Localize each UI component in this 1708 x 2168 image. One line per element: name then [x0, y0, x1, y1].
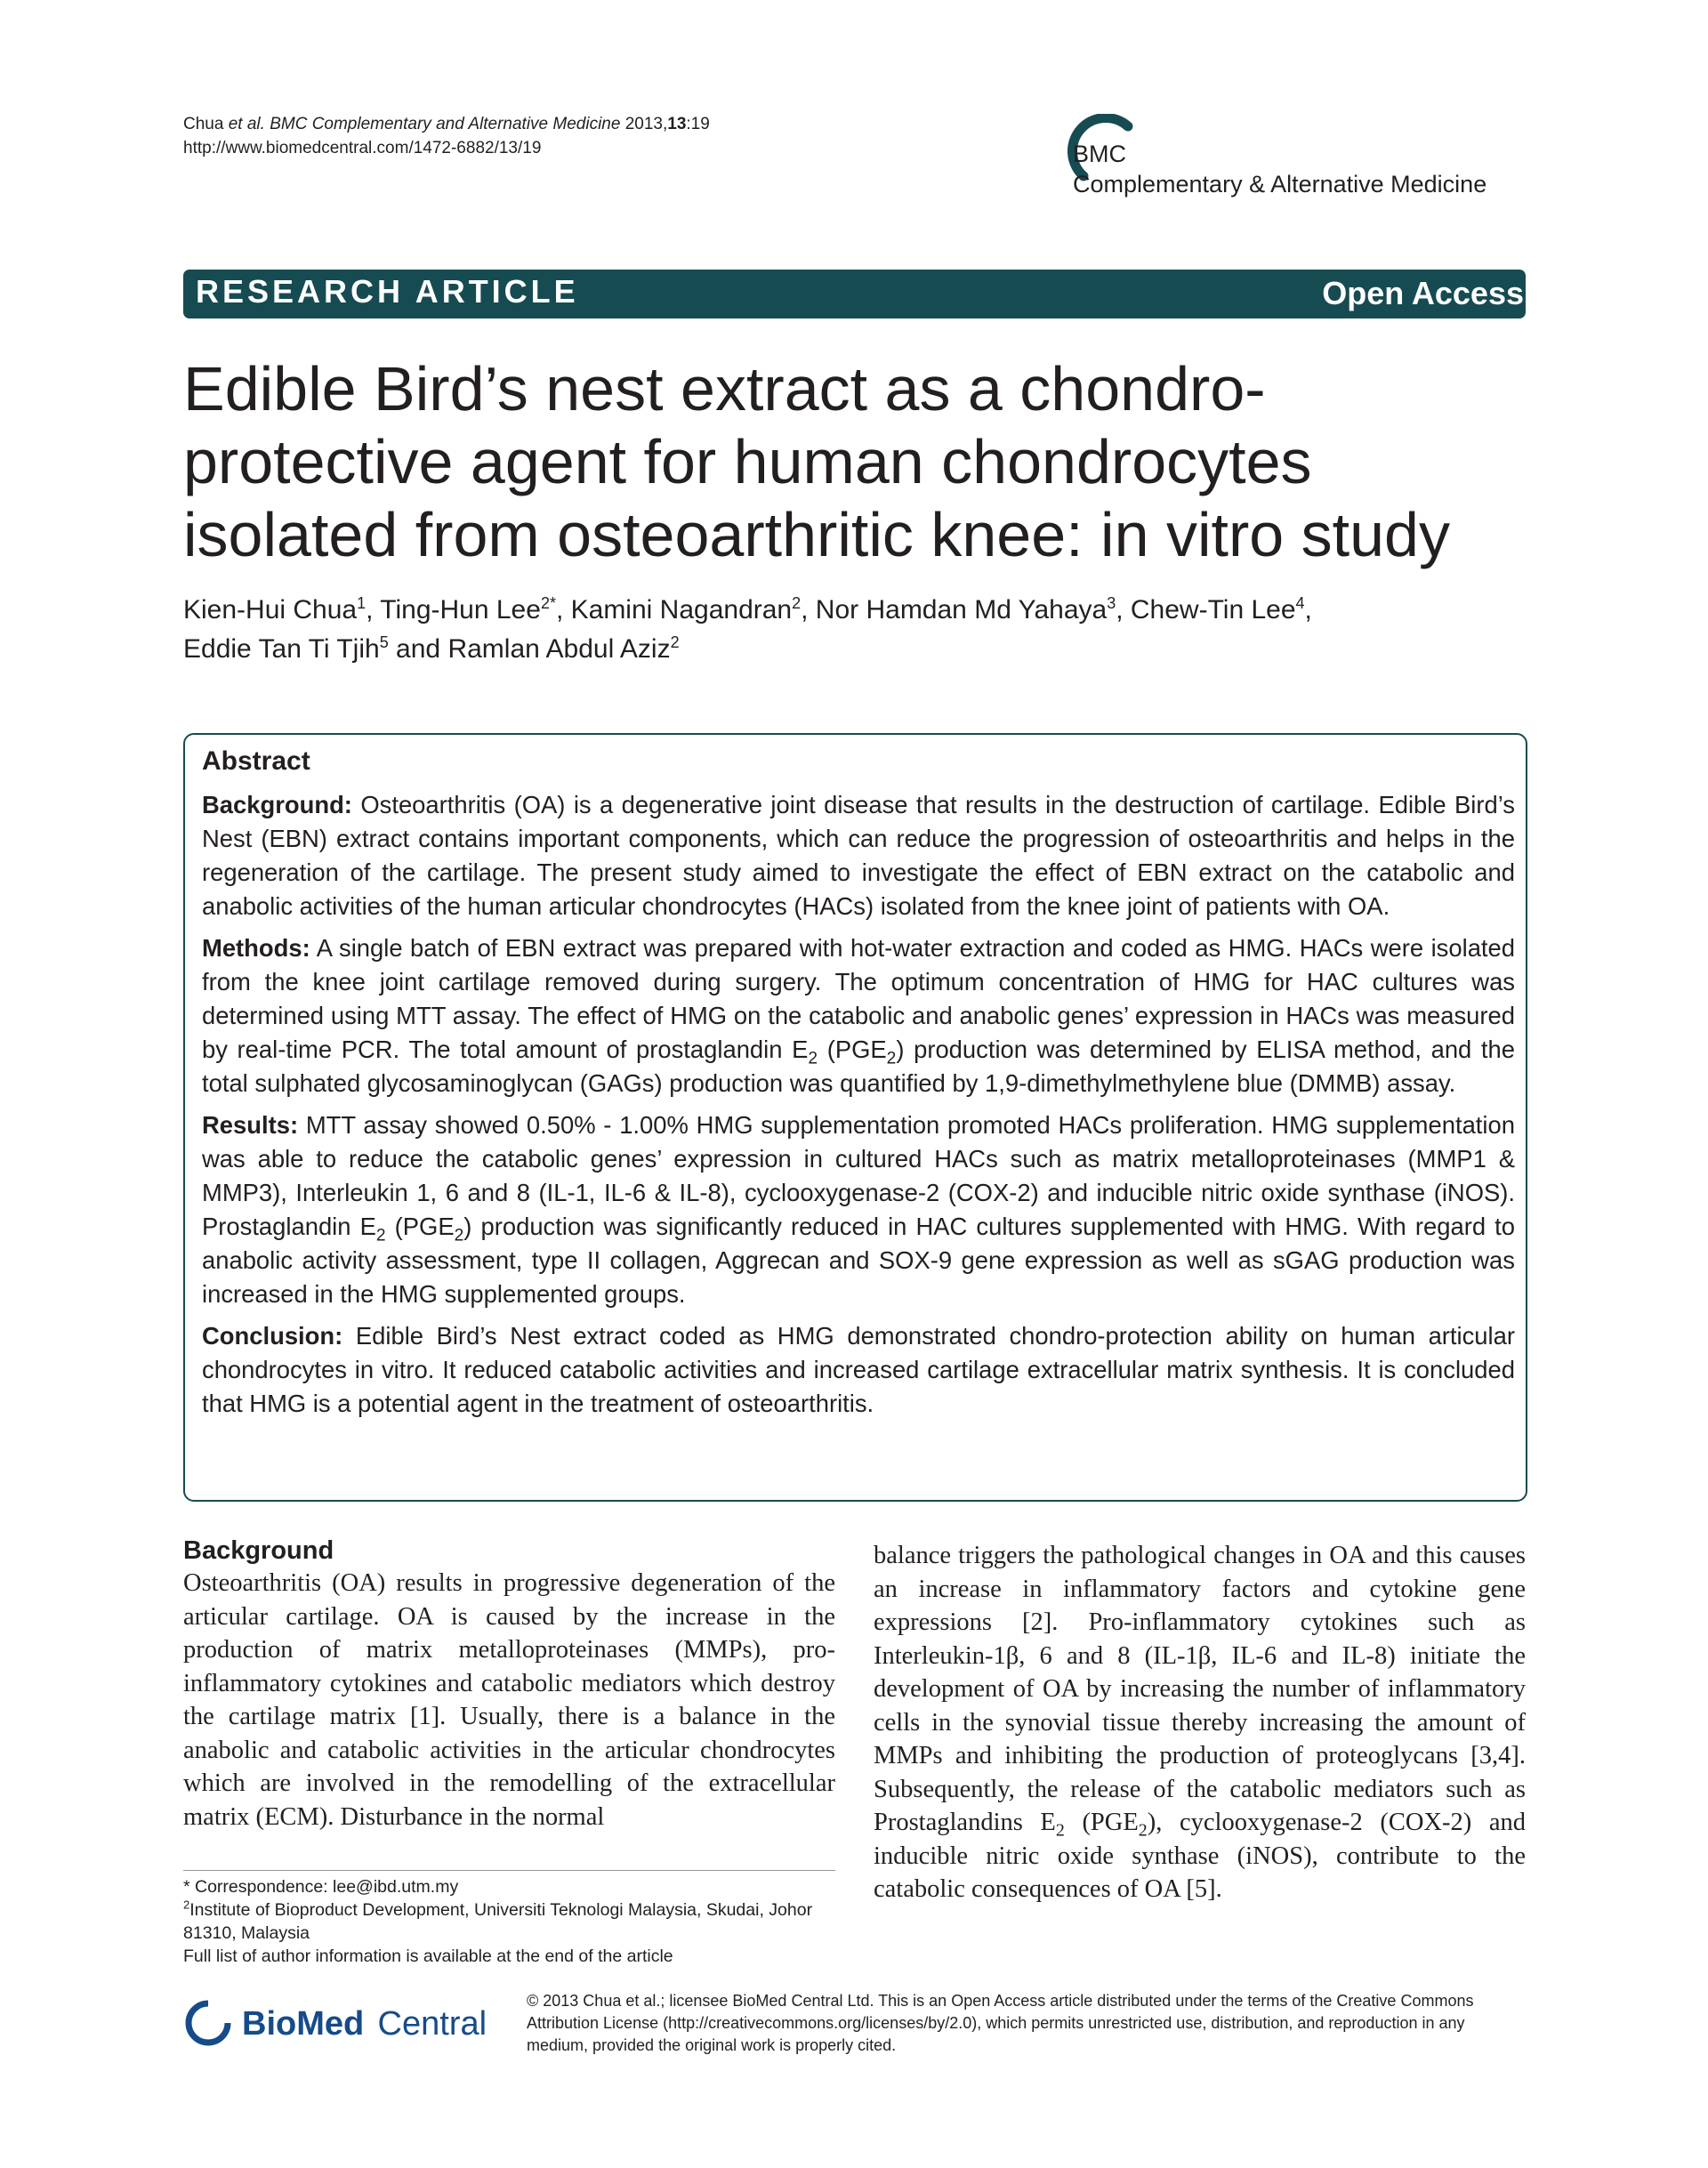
abstract-background — [202, 788, 1515, 923]
author-separator: , — [555, 595, 571, 625]
abstract-results-label: Results: — [202, 1111, 299, 1139]
abstract-heading: Abstract — [202, 746, 310, 776]
author-affiliation: 2 — [670, 633, 680, 651]
abstract-methods-text: A single batch of EBN extract was prepared with hot-water extraction and coded as HMG. HACs were isolated from the knee joint cartilage removed during surgery. The optimum concentration of HMG for HAC cultures was determined using MTT assay. The effect of HMG on the catabolic and anabolic genes’ expression in HACs was measured by real-time PCR. The total amount of prostaglandin E — [202, 934, 1515, 1063]
affiliation-text: Institute of Bioproduct Development, Universiti Teknologi Malaysia, Skudai, Johor 81310, Malaysia — [183, 1900, 813, 1943]
body-text: balance triggers the pathological changes in OA and this causes an increase in inflammatory factors and cytokine gene expressions [2]. Pro-inflammatory cytokines such as Interleukin-1β, 6 and 8 (IL-1β, IL-6 and IL-8) initiate the development of OA by increasing the number of inflammatory cells in the synovial tissue thereby increasing the amount of MMPs and inhibiting the production of proteoglycans [3,4]. Subsequently, the release of the catabolic mediators such as Prostaglandins E — [874, 1542, 1526, 1836]
biomed-central-logo — [181, 1986, 502, 2057]
citation-journal: BMC Complementary and Alternative Medicine — [270, 115, 621, 133]
body-text: ), cyclooxygenase-2 (COX-2) and inducible nitric oxide synthase (iNOS), contribute to the catabolic consequences of OA [5]. — [874, 1809, 1526, 1903]
abstract-methods — [202, 931, 1515, 1100]
article-title: Edible Bird’s nest extract as a chondro-protective agent for human chondrocytes isolated from osteoarthritic knee: in vitro study — [183, 354, 1450, 569]
body-column-left — [183, 1535, 835, 1834]
author-separator: , — [366, 595, 381, 625]
author-affiliation: 2 — [792, 594, 802, 612]
subscript: 2 — [1138, 1820, 1148, 1841]
author-separator: , — [1304, 595, 1312, 625]
affiliation-note — [183, 1898, 842, 1945]
author-info-note: Full list of author information is available at the end of the article — [183, 1946, 673, 1966]
citation-authors: Chua — [183, 115, 224, 133]
body-column-right — [874, 1539, 1526, 1906]
footnotes — [183, 1875, 842, 1968]
subscript: 2 — [1055, 1820, 1065, 1841]
section-heading-background: Background — [183, 1536, 334, 1565]
abstract-conclusion-text: Edible Bird’s Nest extract coded as HMG demonstrated chondro-protection ability on human articular chondrocytes in vitro. It reduced catabolic activities and increased cartilage extracellular matrix synthesis. It is concluded that HMG is a potential agent in the treatment of osteoarthritis. — [202, 1322, 1515, 1417]
abstract-methods-label: Methods: — [202, 934, 310, 962]
author-affiliation: 1 — [357, 594, 367, 612]
biomed-central-wordmark-light: Central — [368, 2005, 487, 2043]
bmc-logo-journal-name: Complementary & Alternative Medicine — [1073, 171, 1487, 197]
author-affiliation: 3 — [1107, 594, 1116, 612]
affiliation-number: 2 — [183, 1898, 190, 1912]
author-name[interactable]: Chew-Tin Lee — [1130, 595, 1296, 625]
biomed-central-wordmark-bold: BioMed — [242, 2005, 365, 2043]
abstract — [202, 742, 1515, 1429]
author-name[interactable]: Kien-Hui Chua — [183, 595, 358, 625]
author-affiliation: 5 — [379, 633, 389, 651]
author-name[interactable]: Eddie Tan Ti Tjih — [183, 634, 380, 664]
author-name[interactable]: Ting-Hun Lee — [380, 595, 541, 625]
body-text: (PGE — [1064, 1809, 1139, 1836]
citation-issue: :19 — [686, 115, 710, 133]
copyright-notice: © 2013 Chua et al.; licensee BioMed Central Ltd. This is an Open Access article distributed under the terms of the Creative Commons Attribution License (http://creativecommons.org/licenses/by/2.0), which permits unrestricted use, distribution, and reproduction in any medium, provided the original work is properly cited. — [527, 1992, 1474, 2054]
bmc-logo-abbr: BMC — [1073, 141, 1126, 167]
subscript: 2 — [454, 1226, 464, 1245]
citation-etal: et al. — [228, 115, 265, 133]
abstract-results-text: MTT assay showed 0.50% - 1.00% HMG supplementation promoted HACs proliferation. HMG supplementation was able to reduce the catabolic genes’ expression in cultured HACs such as matrix metalloproteinases (MMP1 & MMP3), Interleukin 1, 6 and 8 (IL-1, IL-6 & IL-8), cyclooxygenase-2 (COX-2) and inducible nitric oxide synthase (iNOS). Prostaglandin E — [202, 1111, 1515, 1240]
author-separator: , — [801, 595, 816, 625]
author-separator: , — [1116, 595, 1131, 625]
author-affiliation: 2* — [540, 594, 556, 612]
open-access-label: Open Access — [1322, 275, 1524, 311]
abstract-results-text: (PGE — [385, 1213, 455, 1240]
footnote-divider — [183, 1870, 835, 1871]
author-separator: and — [388, 634, 448, 664]
citation-header — [183, 112, 710, 160]
citation-line — [183, 112, 710, 136]
author-affiliation: 4 — [1295, 594, 1305, 612]
abstract-methods-text: (PGE — [818, 1036, 887, 1063]
author-name[interactable]: Kamini Nagandran — [570, 595, 793, 625]
citation-volume: 13 — [667, 115, 687, 133]
correspondence-note: * Correspondence: lee@ibd.utm.my — [183, 1877, 459, 1897]
abstract-results — [202, 1108, 1515, 1311]
abstract-conclusion — [202, 1319, 1515, 1421]
body-paragraph — [874, 1539, 1526, 1906]
citation-year: 2013, — [624, 115, 668, 133]
abstract-background-label: Background: — [202, 791, 352, 818]
article-type-label: RESEARCH ARTICLE — [196, 273, 579, 310]
subscript: 2 — [808, 1049, 818, 1068]
author-name[interactable]: Nor Hamdan Md Yahaya — [815, 595, 1108, 625]
body-paragraph: Osteoarthritis (OA) results in progressive degeneration of the articular cartilage. OA is caused by the increase in the production of matrix metalloproteinases (MMPs), pro-inflammatory cytokines and catabolic mediators which destroy the cartilage matrix [1]. Usually, there is a balance in the anabolic and catabolic activities in the articular chondrocytes which are involved in the remodelling of the extracellular matrix (ECM). Disturbance in the normal — [183, 1569, 835, 1831]
abstract-conclusion-label: Conclusion: — [202, 1322, 343, 1350]
abstract-background-text: Osteoarthritis (OA) is a degenerative joint disease that results in the destruction of cartilage. Edible Bird’s Nest (EBN) extract contains important components, which can reduce the progression of osteoarthritis and helps in the regeneration of the cartilage. The present study aimed to investigate the effect of EBN extract on the catabolic and anabolic activities of the human articular chondrocytes (HACs) isolated from the knee joint of patients with OA. — [202, 791, 1515, 920]
article-url[interactable]: http://www.biomedcentral.com/1472-6882/13/19 — [183, 139, 542, 157]
subscript: 2 — [375, 1226, 386, 1245]
abstract-results-text: ) production was significantly reduced in HAC cultures supplemented with HMG. With regard to anabolic activity assessment, type II collagen, Aggrecan and SOX-9 gene expression as well as sGAG production was increased in the HMG supplemented groups. — [202, 1213, 1515, 1308]
author-list — [183, 591, 1535, 669]
author-name[interactable]: Ramlan Abdul Aziz — [447, 634, 671, 664]
subscript: 2 — [886, 1049, 897, 1068]
abstract-methods-text: ) production was determined by ELISA method, and the total sulphated glycosaminoglycan (GAGs) production was quantified by 1,9-dimethylmethylene blue (DMMB) assay. — [202, 1036, 1515, 1097]
